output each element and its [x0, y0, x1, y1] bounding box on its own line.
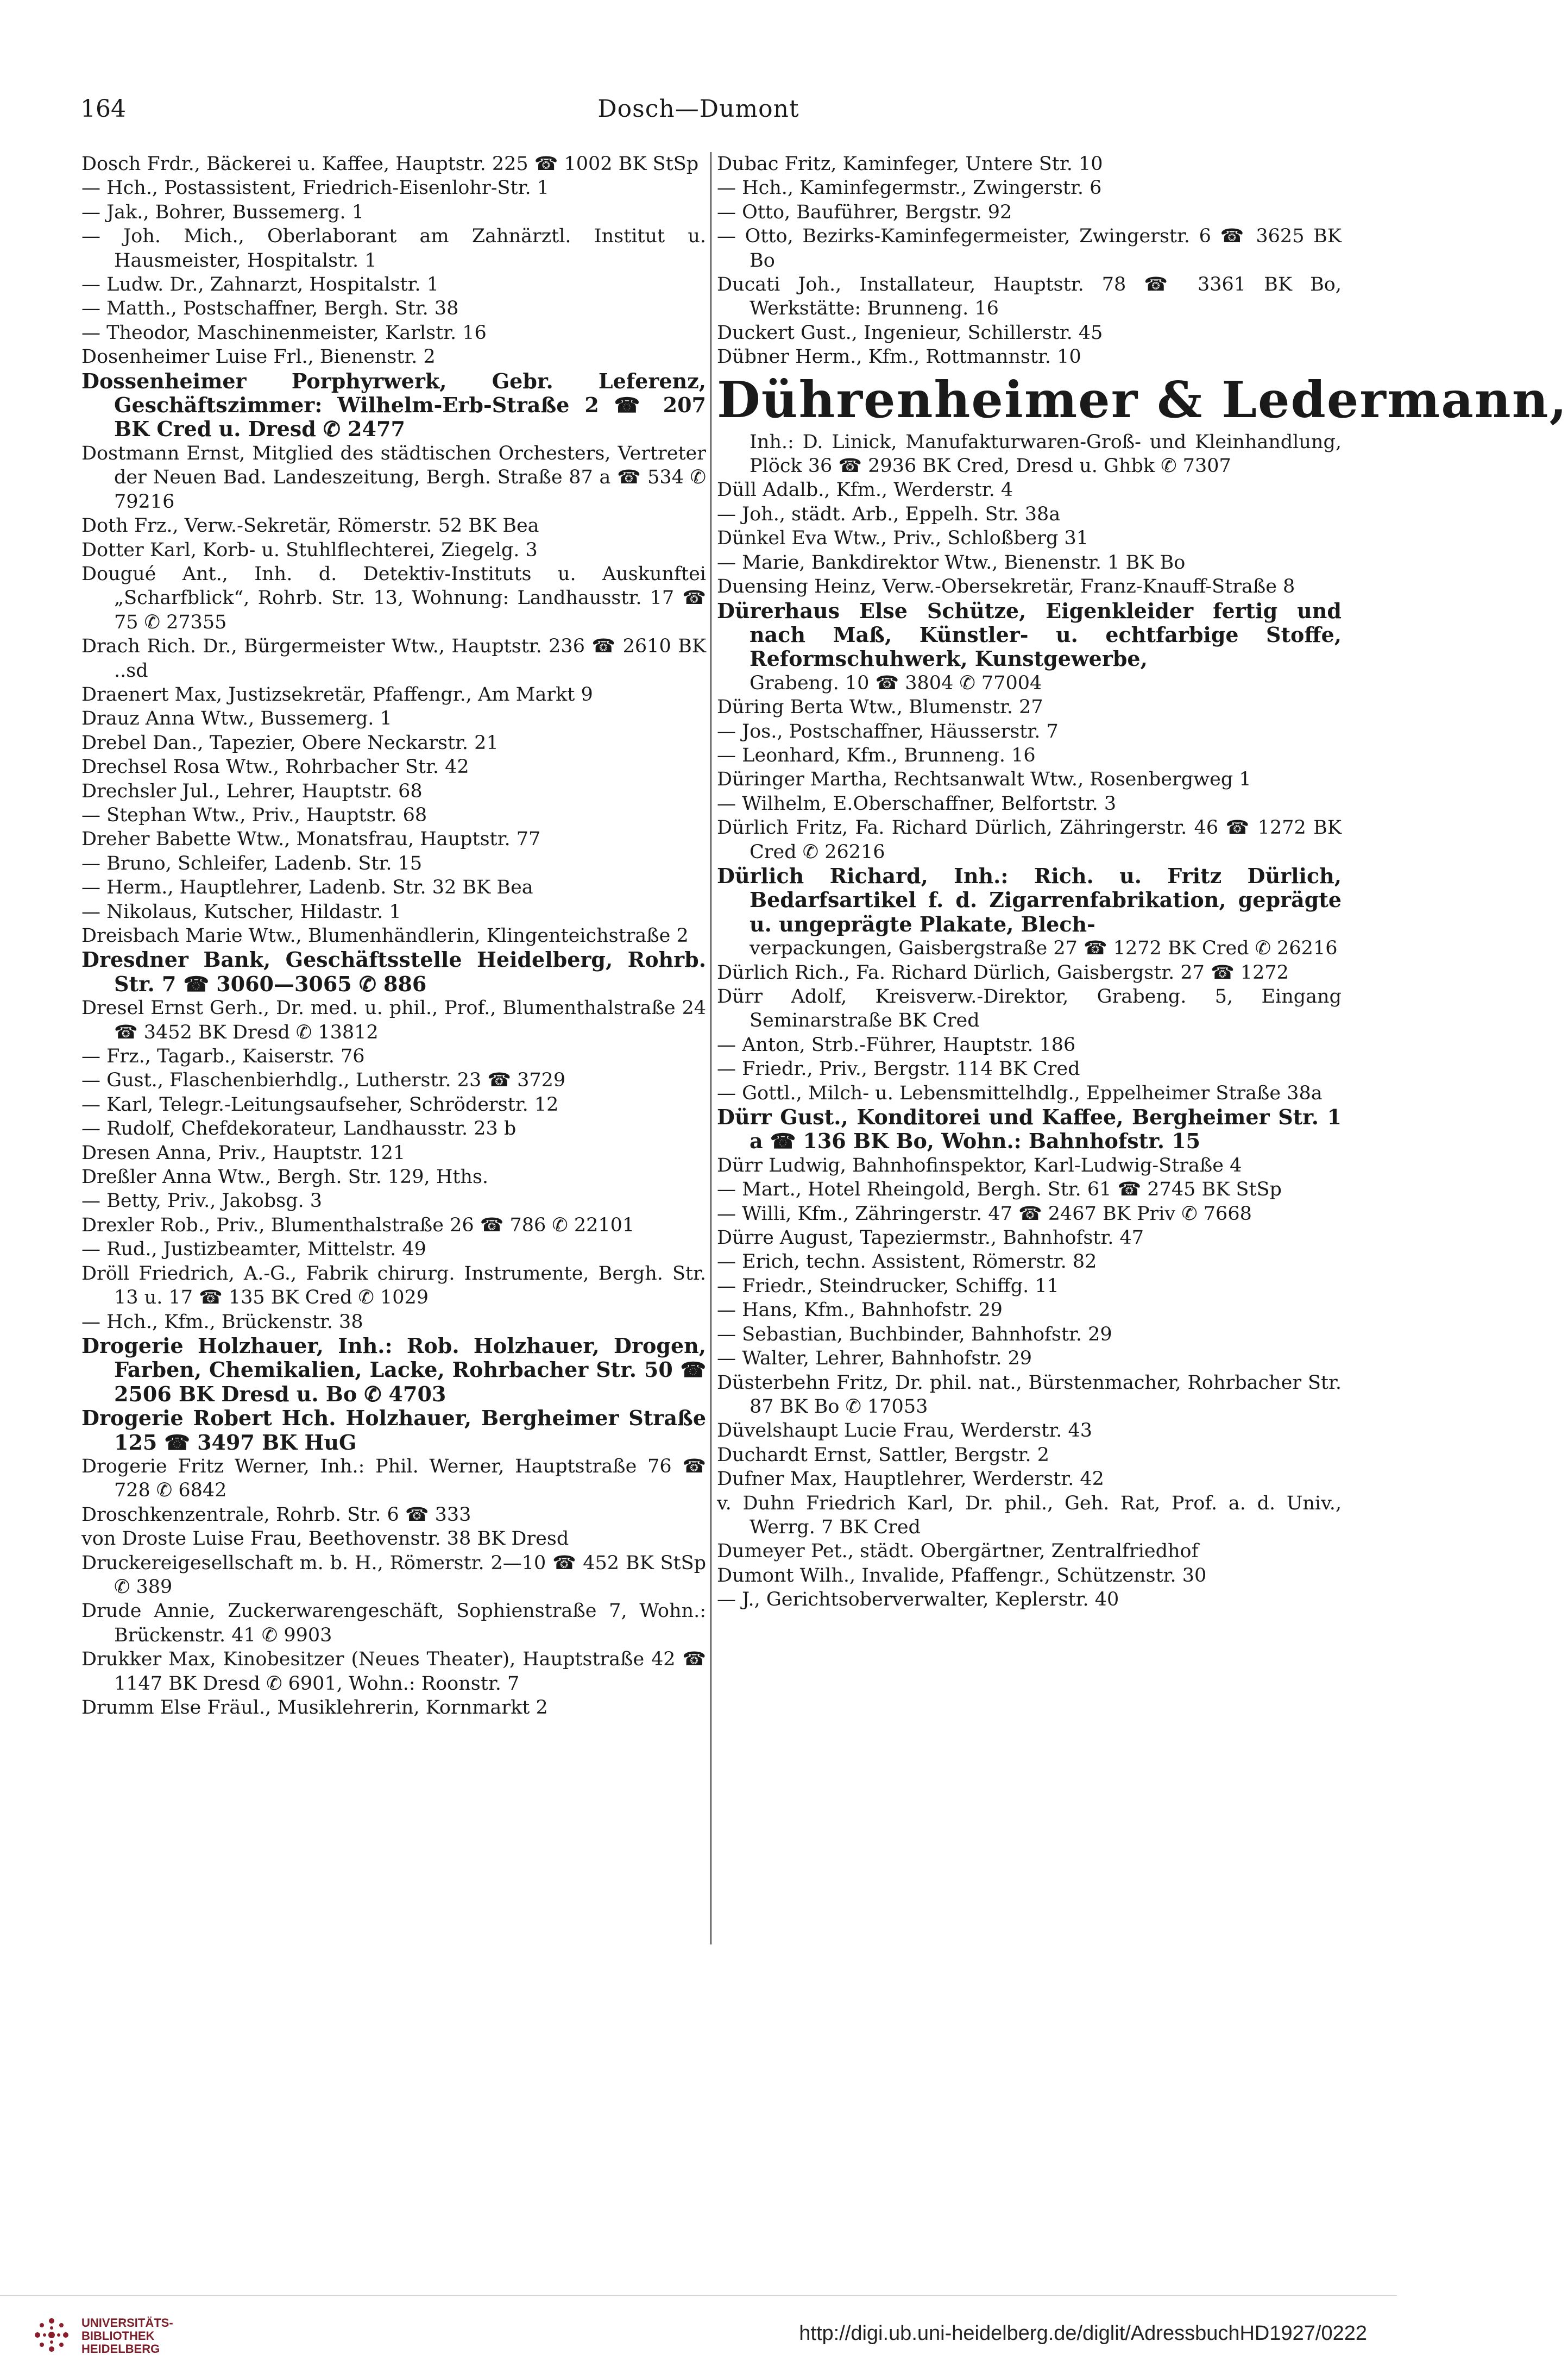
directory-entry: — Bruno, Schleifer, Ladenb. Str. 15	[81, 852, 423, 874]
directory-entry: Dreher Babette Wtw., Monatsfrau, Hauptstr. 77	[81, 828, 541, 851]
directory-entry: Dotter Karl, Korb- u. Stuhlflechterei, Ziegelg. 3	[81, 539, 538, 561]
directory-entry: Dührenheimer & Ledermann,	[717, 370, 1568, 429]
directory-entry: Ducati Joh., Installateur, Hauptstr. 78 ☎ 3361 BK Bo, Werkstätte: Brunneng. 16	[717, 274, 1342, 320]
directory-entry: — Marie, Bankdirektor Wtw., Bienenstr. 1 BK Bo	[717, 551, 1186, 574]
directory-entry: Drukker Max, Kinobesitzer (Neues Theater), Hauptstraße 42 ☎ 1147 BK Dresd ✆ 6901, Wohn.: Roonstr. 7	[81, 1648, 706, 1695]
directory-entry: Doth Frz., Verw.-Sekretär, Römerstr. 52 BK Bea	[81, 515, 539, 537]
directory-entry: — Anton, Strb.-Führer, Hauptstr. 186	[717, 1034, 1076, 1056]
directory-entry: — Otto, Bauführer, Bergstr. 92	[717, 201, 1012, 223]
directory-entry: — Friedr., Steindrucker, Schiffg. 11	[717, 1275, 1059, 1297]
directory-entry: Düvelshaupt Lucie Frau, Werderstr. 43	[717, 1420, 1092, 1442]
directory-entry: — Mart., Hotel Rheingold, Bergh. Str. 61 ☎ 2745 BK StSp	[717, 1179, 1282, 1201]
directory-entry: Dürlich Richard, Inh.: Rich. u. Fritz Dürlich, Bedarfsartikel f. d. Zigarrenfabrikation, geprägte u. ungeprägte Plakate, Blech-	[717, 863, 1342, 936]
directory-entry: Dürlich Rich., Fa. Richard Dürlich, Gaisbergstr. 27 ☎ 1272	[717, 961, 1289, 984]
directory-entry: Dreisbach Marie Wtw., Blumenhändlerin, Klingenteichstraße 2	[81, 925, 689, 947]
directory-entry: — Gust., Flaschenbierhdlg., Lutherstr. 23 ☎ 3729	[81, 1069, 566, 1092]
directory-entry: Dosenheimer Luise Frl., Bienenstr. 2	[81, 346, 436, 368]
directory-entry: — Jak., Bohrer, Bussemerg. 1	[81, 201, 364, 223]
column-divider	[710, 152, 711, 1944]
directory-entry: Dröll Friedrich, A.-G., Fabrik chirurg. Instrumente, Bergh. Str. 13 u. 17 ☎ 135 BK Cred ✆ 1029	[81, 1262, 706, 1309]
directory-entry: Drumm Else Fräul., Musiklehrerin, Kornmarkt 2	[81, 1697, 548, 1719]
directory-entry: Dresel Ernst Gerh., Dr. med. u. phil., Prof., Blumenthalstraße 24 ☎ 3452 BK Dresd ✆ 13812	[81, 997, 706, 1043]
directory-entry: — Walter, Lehrer, Bahnhofstr. 29	[717, 1348, 1032, 1370]
page-header	[0, 95, 1397, 133]
directory-entry: Duchardt Ernst, Sattler, Bergstr. 2	[717, 1444, 1050, 1466]
directory-entry: Drebel Dan., Tapezier, Obere Neckarstr. 21	[81, 732, 499, 754]
directory-entry: Drechsler Jul., Lehrer, Hauptstr. 68	[81, 780, 423, 802]
directory-entry: Draenert Max, Justizsekretär, Pfaffengr., Am Markt 9	[81, 683, 593, 706]
directory-entry: von Droste Luise Frau, Beethovenstr. 38 BK Dresd	[81, 1528, 569, 1550]
directory-entry: — Joh. Mich., Oberlaborant am Zahnärztl. Institut u. Hausmeister, Hospitalstr. 1	[81, 225, 706, 272]
directory-entry: — Rud., Justizbeamter, Mittelstr. 49	[81, 1238, 426, 1261]
directory-entry: Dresdner Bank, Geschäftsstelle Heidelberg, Rohrb. Str. 7 ☎ 3060—3065 ✆ 886	[81, 947, 706, 996]
directory-entry: — Nikolaus, Kutscher, Hildastr. 1	[81, 901, 401, 923]
directory-entry: — Matth., Postschaffner, Bergh. Str. 38	[81, 298, 459, 320]
directory-entry: — Erich, techn. Assistent, Römerstr. 82	[717, 1251, 1097, 1273]
directory-entry: Inh.: D. Linick, Manufakturwaren-Groß- und Kleinhandlung, Plöck 36 ☎ 2936 BK Cred, Dresd u. Ghbk ✆ 7307	[750, 431, 1342, 477]
directory-entry: Dünkel Eva Wtw., Priv., Schloßberg 31	[717, 527, 1089, 550]
directory-entry: Dosch Frdr., Bäckerei u. Kaffee, Hauptstr. 225 ☎ 1002 BK StSp	[81, 153, 699, 175]
directory-entry: Dougué Ant., Inh. d. Detektiv-Instituts u. Auskunftei „Scharfblick“, Rohrb. Str. 13, Wohnung: Landhausstr. 17 ☎ 75 ✆ 27355	[81, 563, 706, 633]
directory-entry: Dubac Fritz, Kaminfeger, Untere Str. 10	[717, 153, 1103, 175]
directory-entry: — Gottl., Milch- u. Lebensmittelhdlg., Eppelheimer Straße 38a	[717, 1082, 1323, 1104]
directory-entry: Dürr Ludwig, Bahnhofinspektor, Karl-Ludwig-Straße 4	[717, 1154, 1242, 1176]
directory-entry: — Jos., Postschaffner, Häusserstr. 7	[717, 720, 1059, 742]
directory-entry: — Karl, Telegr.-Leitungsaufseher, Schröderstr. 12	[81, 1093, 559, 1116]
directory-entry: — Betty, Priv., Jakobsg. 3	[81, 1190, 323, 1212]
directory-entry: Düring Berta Wtw., Blumenstr. 27	[717, 696, 1043, 719]
directory-entry: — Herm., Hauptlehrer, Ladenb. Str. 32 BK Bea	[81, 877, 533, 899]
directory-entry: — Hch., Postassistent, Friedrich-Eisenlohr-Str. 1	[81, 177, 549, 199]
directory-entry: verpackungen, Gaisbergstraße 27 ☎ 1272 BK Cred ✆ 26216	[750, 937, 1338, 960]
directory-entry: Düsterbehn Fritz, Dr. phil. nat., Bürstenmacher, Rohrbacher Str. 87 BK Bo ✆ 17053	[717, 1371, 1342, 1418]
directory-entry: Drach Rich. Dr., Bürgermeister Wtw., Hauptstr. 236 ☎ 2610 BK ..sd	[81, 635, 706, 682]
directory-entry: Druckereigesellschaft m. b. H., Römerstr. 2—10 ☎ 452 BK StSp ✆ 389	[81, 1552, 706, 1598]
directory-entry: Dübner Herm., Kfm., Rottmannstr. 10	[717, 346, 1081, 368]
directory-entry: — Otto, Bezirks-Kaminfegermeister, Zwingerstr. 6 ☎ 3625 BK Bo	[717, 225, 1342, 272]
directory-entry: Dufner Max, Hauptlehrer, Werderstr. 42	[717, 1468, 1104, 1490]
directory-entry: — Ludw. Dr., Zahnarzt, Hospitalstr. 1	[81, 274, 439, 296]
directory-entry: — Rudolf, Chefdekorateur, Landhausstr. 23 b	[81, 1118, 517, 1140]
right-column	[717, 152, 1568, 1612]
directory-entry: Drauz Anna Wtw., Bussemerg. 1	[81, 708, 392, 730]
directory-entry: — Stephan Wtw., Priv., Hauptstr. 68	[81, 804, 427, 826]
directory-entry: — Hans, Kfm., Bahnhofstr. 29	[717, 1299, 1003, 1321]
directory-entry: — Friedr., Priv., Bergstr. 114 BK Cred	[717, 1058, 1080, 1080]
directory-entry: — Hch., Kaminfegermstr., Zwingerstr. 6	[717, 177, 1102, 199]
directory-entry: — Theodor, Maschinenmeister, Karlstr. 16	[81, 322, 487, 344]
page-number: 164	[80, 95, 126, 123]
directory-entry: Dostmann Ernst, Mitglied des städtischen Orchesters, Vertreter der Neuen Bad. Landeszeitung, Bergh. Straße 87 a ☎ 534 ✆ 79216	[81, 442, 706, 513]
directory-entry: — Willi, Kfm., Zähringerstr. 47 ☎ 2467 BK Priv ✆ 7668	[717, 1203, 1252, 1225]
directory-entry: Grabeng. 10 ☎ 3804 ✆ 77004	[750, 672, 1042, 694]
directory-entry: Dumeyer Pet., städt. Obergärtner, Zentralfriedhof	[717, 1540, 1199, 1563]
directory-entry: — Joh., städt. Arb., Eppelh. Str. 38a	[717, 503, 1061, 525]
directory-entry: Dürerhaus Else Schütze, Eigenkleider fertig und nach Maß, Künstler- u. echtfarbige Stoffe, Reformschuhwerk, Kunstgewerbe,	[717, 598, 1342, 671]
directory-entry: Dreßler Anna Wtw., Bergh. Str. 129, Hths.	[81, 1166, 489, 1188]
directory-entry: — Frz., Tagarb., Kaiserstr. 76	[81, 1046, 365, 1068]
library-name: UNIVERSITÄTS- BIBLIOTHEK HEIDELBERG	[81, 2316, 173, 2356]
directory-entry: Dürr Gust., Konditorei und Kaffee, Bergheimer Str. 1 a ☎ 136 BK Bo, Wohn.: Bahnhofstr. 15	[717, 1105, 1342, 1154]
running-title: Dosch—Dumont	[597, 95, 799, 123]
directory-entry: — J., Gerichtsoberverwalter, Keplerstr. 40	[717, 1589, 1119, 1611]
directory-entry: — Leonhard, Kfm., Brunneng. 16	[717, 744, 1036, 766]
left-column	[81, 152, 706, 1720]
directory-entry: Dossenheimer Porphyrwerk, Gebr. Leferenz, Geschäftszimmer: Wilhelm-Erb-Straße 2 ☎ 207 BK Cred u. Dresd ✆ 2477	[81, 368, 706, 442]
directory-entry: Duensing Heinz, Verw.-Obersekretär, Franz-Knauff-Straße 8	[717, 576, 1295, 598]
directory-entry: Duckert Gust., Ingenieur, Schillerstr. 45	[717, 322, 1103, 344]
directory-entry: — Hch., Kfm., Brückenstr. 38	[81, 1311, 363, 1333]
directory-entry: Düringer Martha, Rechtsanwalt Wtw., Rosenbergweg 1	[717, 769, 1251, 791]
directory-entry: — Sebastian, Buchbinder, Bahnhofstr. 29	[717, 1323, 1112, 1345]
directory-entry: — Wilhelm, E.Oberschaffner, Belfortstr. 3	[717, 792, 1117, 815]
directory-entry: Dresen Anna, Priv., Hauptstr. 121	[81, 1142, 406, 1164]
directory-entry: Dürr Adolf, Kreisverw.-Direktor, Grabeng. 5, Eingang Seminarstraße BK Cred	[717, 986, 1342, 1032]
directory-entry: Dürlich Fritz, Fa. Richard Dürlich, Zähringerstr. 46 ☎ 1272 BK Cred ✆ 26216	[717, 817, 1342, 863]
directory-entry: Drogerie Robert Hch. Holzhauer, Bergheimer Straße 125 ☎ 3497 BK HuG	[81, 1406, 706, 1455]
directory-entry: Drogerie Holzhauer, Inh.: Rob. Holzhauer, Drogen, Farben, Chemikalien, Lacke, Rohrbacher Str. 50 ☎ 2506 BK Dresd u. Bo ✆ 4703	[81, 1333, 706, 1406]
directory-entry: Dürre August, Tapeziermstr., Bahnhofstr. 47	[717, 1227, 1144, 1249]
directory-entry: v. Duhn Friedrich Karl, Dr. phil., Geh. Rat, Prof. a. d. Univ., Werrg. 7 BK Cred	[717, 1492, 1342, 1538]
directory-entry: Düll Adalb., Kfm., Werderstr. 4	[717, 479, 1013, 501]
directory-entry: Drude Annie, Zuckerwarengeschäft, Sophienstraße 7, Wohn.: Brückenstr. 41 ✆ 9903	[81, 1600, 706, 1646]
footer-bar	[0, 2295, 1397, 2372]
library-logo-icon	[30, 2313, 73, 2357]
directory-entry: Dumont Wilh., Invalide, Pfaffengr., Schützenstr. 30	[717, 1564, 1207, 1587]
source-url-link[interactable]: http://digi.ub.uni-heidelberg.de/diglit/AdressbuchHD1927/0222	[799, 2322, 1367, 2345]
directory-entry: Drogerie Fritz Werner, Inh.: Phil. Werner, Hauptstraße 76 ☎ 728 ✆ 6842	[81, 1455, 706, 1502]
directory-entry: Drechsel Rosa Wtw., Rohrbacher Str. 42	[81, 756, 469, 778]
directory-entry: Drexler Rob., Priv., Blumenthalstraße 26 ☎ 786 ✆ 22101	[81, 1214, 635, 1236]
directory-entry: Droschkenzentrale, Rohrb. Str. 6 ☎ 333	[81, 1503, 471, 1526]
